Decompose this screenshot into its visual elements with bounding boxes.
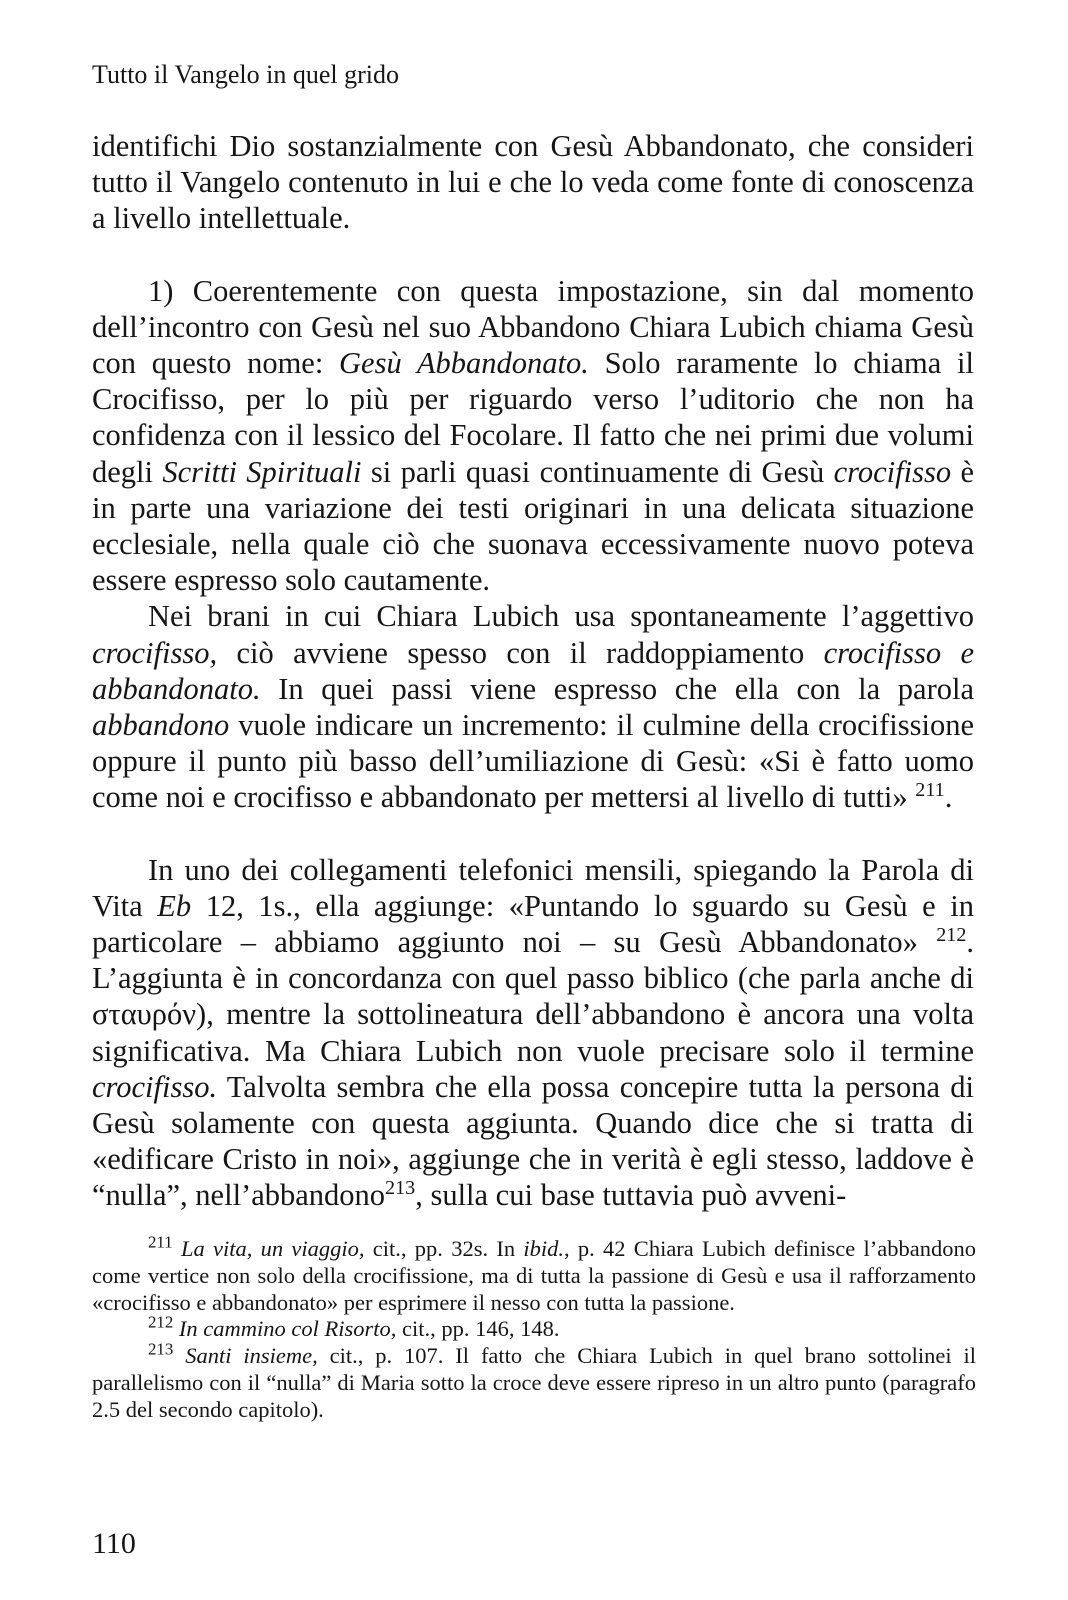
text-run: In quei passi viene espresso che ella con la parola [260,671,974,706]
text-run: 12, 1s., ella aggiunge: «Puntando lo sguardo su Gesù e in particolare – abbiamo aggiunto noi – su Gesù Abbandonato» [92,888,974,960]
text-run: cit., pp. 146, 148. [396,1316,560,1342]
running-head: Tutto il Vangelo in quel grido [92,60,399,89]
text-run: p. 42 Chiara Lubich definisce l’abbandono come vertice non solo della crocifissione, ma di tutta la passione di Gesù e usa il rafforzamento «crocifisso e abbandonato» per esprimere il nesso con tutta la passione. [92,1236,977,1315]
italic-run: crocifisso. [92,1069,218,1104]
italic-run: abbandono [92,708,230,743]
text-run: . L’aggiunta è in concordanza con quel passo biblico (che parla anche di [92,925,974,996]
footnote-ref-212[interactable]: 212 [936,924,967,946]
italic-run: crocifisso [833,454,952,489]
text-run: si parli quasi continuamente di Gesù [361,454,834,489]
italic-run: Eb [157,888,192,923]
footnote-number: 211 [148,1232,173,1252]
paragraph-3 [92,852,974,1214]
italic-run: Scritti Spirituali [162,454,362,489]
text-run: cit., pp. 32s. In [364,1236,524,1261]
text-run: Talvolta sembra che ella possa concepire tutta la persona di Gesù solamente con questa aggiunta. Quando dice che si tratta di «edificare Cristo in noi», aggiunge che in verità è egli stesso, laddove è “nulla”, nell’abbandono [92,1069,974,1213]
footnote-212 [92,1312,976,1343]
footnotes [92,1232,977,1424]
text-run: Solo raramente lo chiama il Crocifisso, per lo più per riguardo verso l’uditorio che non ha confidenza con il lessico del Focolare. Il fatto che nei primi due volumi degli [92,346,974,489]
paragraph-continuation: identifichi Dio sostanzialmente con Gesù Abbandonato, che consideri tutto il Vangelo contenuto in lui e che lo veda come fonte di conoscenza a livello intellettuale. [92,129,974,236]
italic-run: ibid., [523,1236,570,1261]
italic-run: Santi insieme, [185,1343,318,1369]
italic-run: crocifisso e abbandonato. [92,635,975,706]
text-run: . [944,780,953,815]
text-run: In uno dei collegamenti telefonici mensili, spiegando la Parola di Vita [92,852,974,923]
footnote-ref-211[interactable]: 211 [915,779,945,802]
footnote-number: 212 [148,1312,174,1332]
text-run: ), mentre la sottolineatura dell’abbandono è ancora una volta significativa. Ma Chiara Lubich non vuole precisare solo il termine [92,997,974,1068]
main-text [92,128,974,1214]
text-run: vuole indicare un incremento: il culmine della crocifissione oppure il punto più basso dell’umiliazione di Gesù: «Si è fatto uomo come noi e crocifisso e abbandonato per mettersi al livello di tutti» [92,708,974,815]
text-run: cit., p. 107. Il fatto che Chiara Lubich in quel brano sottolinei il parallelismo con il “nulla” di Maria sotto la croce deve essere ripreso in un altro punto (paragrafo 2.5 del secondo capitolo). [92,1343,977,1422]
footnote-number: 213 [148,1339,174,1359]
page-number: 110 [92,1527,136,1560]
text-run: ciò avviene spesso con il raddoppiamento [217,635,824,670]
italic-run: Gesù Abbandonato. [339,346,589,381]
footnote-213 [92,1339,977,1423]
paragraph-2 [92,598,974,815]
text-run: 1) Coerentemente con questa impostazione, sin dal momento dell’incontro con Gesù nel suo Abbandono Chiara Lubich chiama Gesù con questo nome: [92,273,974,381]
text-run: , sulla cui base tuttavia può avveni- [415,1178,847,1213]
text-run: Nei brani in cui Chiara Lubich usa spontaneamente l’aggettivo [148,599,974,634]
italic-run: In cammino col Risorto, [178,1316,397,1342]
paragraph-1 [92,273,974,599]
italic-run: crocifisso, [92,635,218,670]
greek-word: σταυρόν [92,997,197,1032]
footnote-211 [92,1232,977,1316]
footnote-ref-213[interactable]: 213 [385,1177,416,1200]
text-run: è in parte una variazione dei testi originari in una delicata situazione ecclesiale, nella quale ciò che suonava eccessivamente nuovo poteva essere espresso solo cautamente. [92,454,974,598]
italic-run: La vita, un viaggio, [180,1236,365,1261]
